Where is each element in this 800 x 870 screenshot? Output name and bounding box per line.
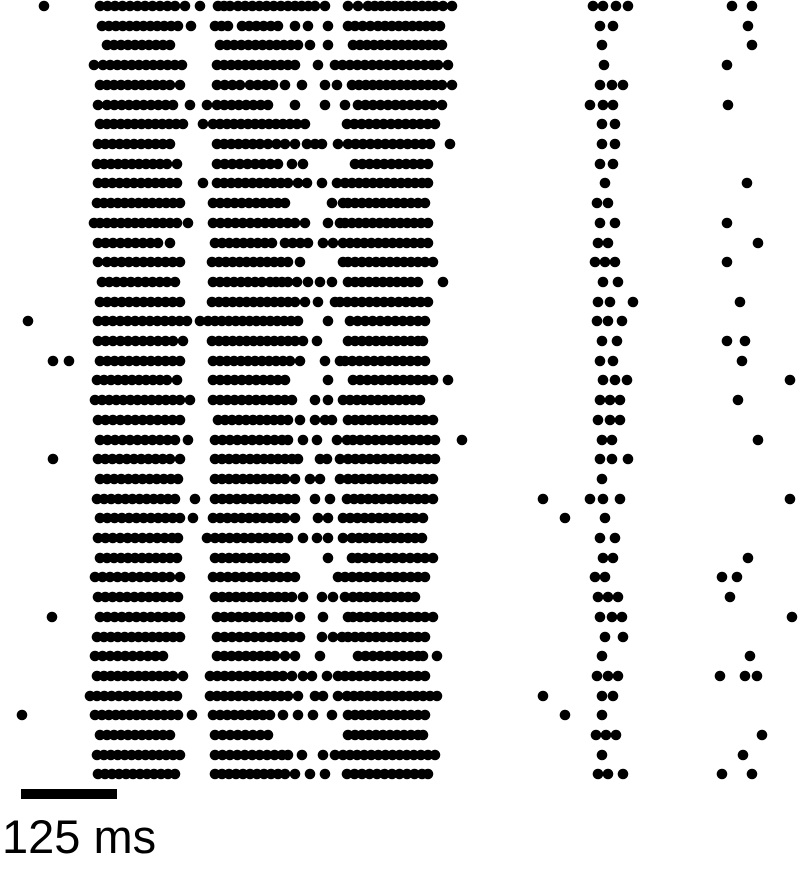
scale-bar [21,789,117,799]
scale-bar-label: 125 ms [2,810,157,863]
